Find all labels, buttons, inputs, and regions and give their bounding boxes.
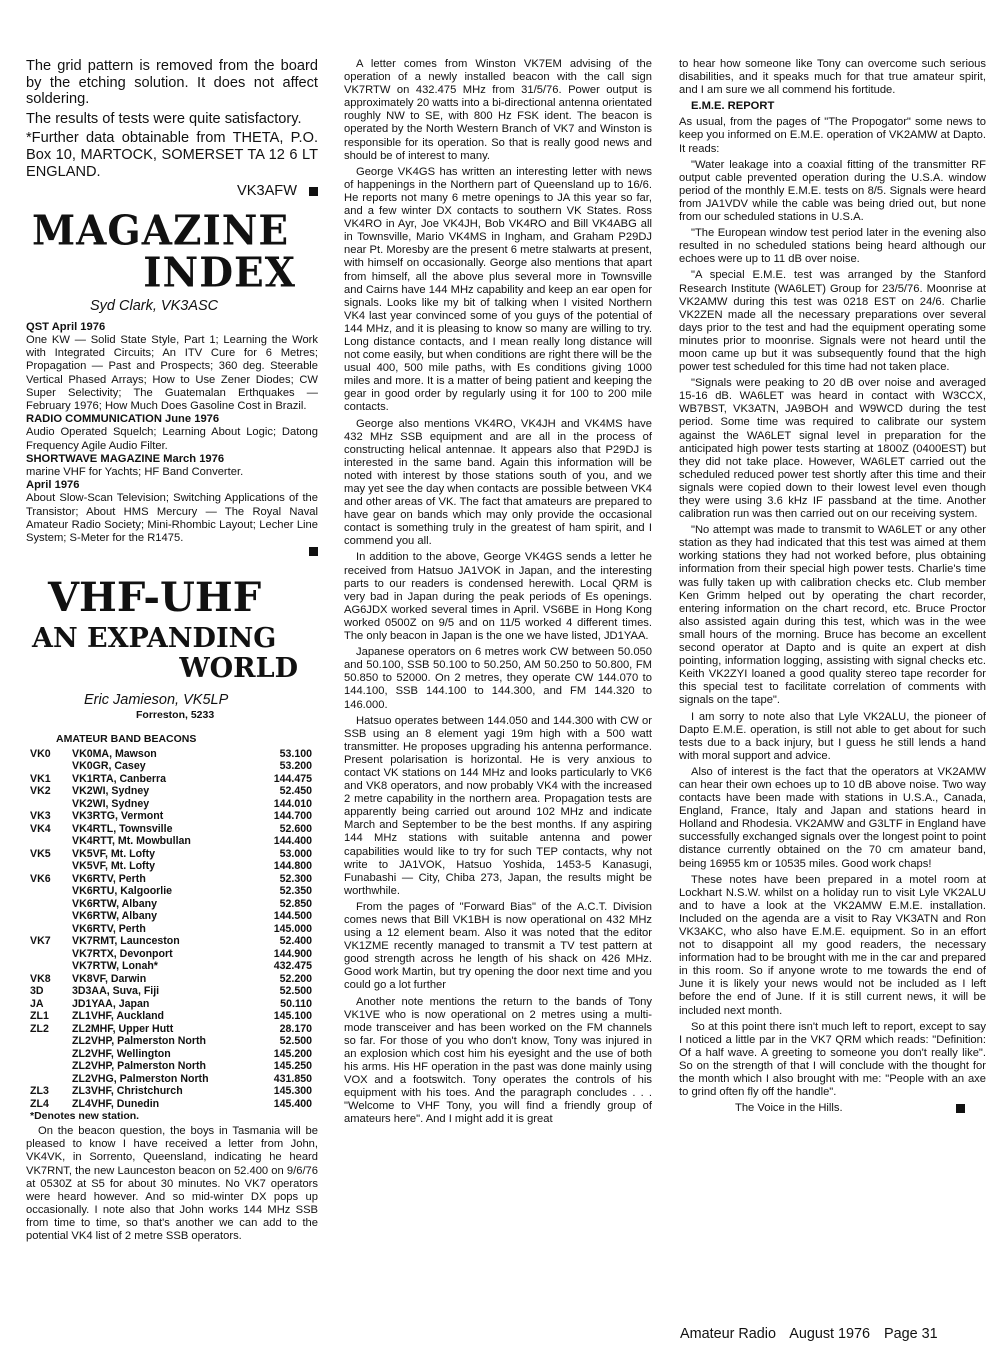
article-paragraph: In addition to the above, George VK4GS sends a letter he received from Hatsuo JA1VOK in Japan, and the interesting parts to our readers is condensed herewith. Local QRM is very bad in Japan during the peak periods of Es openings. AG6JDX worked several times in April. VS6BE in Hong Kong worked 0500Z on 9/5 and on 11/5 worked 4 different times. The only beacon in Japan is the one we have listed, JD1YAA. (344, 551, 652, 643)
article-paragraph: Another note mentions the return to the bands of Tony VK1VE who is now operational on 2 metres using a multi-mode transceiver and has been worked on the FM channels so far. For those of you who don't know, Tony was injured in an explosion which cost him his eyesight and the use of both his arms. His HF operation in the past was done mainly using VOX and a footswitch. Tony operates the controls of his equipment with his toes. And the paragraph concludes . . . "Welcome to VHF Tony, you will find a friendly group of amateurs here". And I might add it is great (344, 995, 652, 1126)
beacon-row (30, 860, 312, 873)
beacon-frequency: 144.500 (273, 910, 312, 923)
beacon-station: VK6RTU, Kalgoorlie (72, 885, 173, 898)
end-mark-icon (309, 187, 318, 196)
beacon-frequency: 52.500 (279, 985, 312, 998)
article-paragraph: George VK4GS has written an interesting letter with news of happenings in the Northern part of Queensland up to 16/6. He reports not many 6 metre openings to JA this year so far, and a few winter DX contacts to southern VK States. Ross VK4RO in Ayr, Joe VK4JH, Bob VK4RO and Bill VK4ABG all in Townsville, Mario VK4MS in Ingham, and Graham P29DJ near Pt. Moresby are the present 6 metre stalwarts at present, with himself on occasionally. George also mentions that apart from himself, all the above plus several more in Townsville and Cairns have 144 MHz capability and keep an ear open for signals. Looks like my bit of talking when I visited Northern VK4 last year convinced some of you guys of the potential of 144 MHz, and it is pleasing to know so many are willing to try. Long distance contacts, and I mean really long distance will not come easily, but when conditions are right there will be the usual 400, 500 mile paths, with Es conditions giving 1000 miles and more. It is a matter of being patient and keeping the gear in good order by regularly using it for 100 to 200 mile contacts. (344, 165, 652, 414)
intro-section (26, 58, 318, 200)
beacon-frequency: 144.010 (273, 797, 312, 810)
article-paragraph: Hatsuo operates between 144.050 and 144.300 with CW or SSB using an 8 element yagi 19m high with a 500 watt transmitter. He proposes upgrading his antenna performance. Present polarisation is horizontal. He is very anxious to contact VK stations on 144 MHz and looks particularly to VK6 and VK8 operators, and now probably VK4 with the increased 2 metre capability in the northern area. Propagation tests are apparently being carried out around 102 MHz and indicate March and September to be the best months. If any aspiring 144 MHz stations with suitable antenna and power capabilities would like to try for such TEP contacts, why not write to JA1VOK, Hatsuo Yoshida, 1453-5 Kanasugi, Funabashi — City, Chiba 273, Japan, the results might be worthwhile. (344, 714, 652, 897)
beacon-station: ZL2VHG, Palmerston North (72, 1072, 209, 1085)
beacon-station: VK6RTW, Albany (72, 910, 157, 923)
beacon-prefix (30, 910, 72, 923)
beacon-frequency: 52.350 (279, 885, 312, 898)
article-paragraph: From the pages of "Forward Bias" of the A.C.T. Division comes news that Bill VK1BH is now operational on 432 MHz using a 12 element beam. Also it was noted that the editor VK1ZME recently managed to transmit a TV test pattern at good strength across he length of his shack on 426 MHz. Good work Martin, but try opening the door next time and you could go a lot further (344, 900, 652, 992)
end-mark-icon (956, 1104, 965, 1113)
vhf-title-line1: VHF-UHF (48, 574, 262, 622)
beacon-row (30, 1010, 312, 1023)
beacon-station: VK4RTL, Townsville (72, 822, 173, 835)
beacon-station: VK4RTT, Mt. Mowbullan (72, 835, 191, 848)
beacon-station: VK8VF, Darwin (72, 972, 147, 985)
beacon-prefix: ZL3 (30, 1085, 49, 1098)
vhf-author: Eric Jamieson, VK5LP (84, 692, 229, 709)
beacon-prefix (30, 1035, 72, 1048)
beacon-prefix (30, 1060, 72, 1073)
index-entry-heading: SHORTWAVE MAGAZINE March 1976 (26, 452, 225, 465)
beacon-station: VK1RTA, Canberra (72, 772, 166, 785)
beacon-prefix: VK1 (30, 772, 51, 785)
beacon-station: JD1YAA, Japan (72, 997, 150, 1010)
beacon-prefix (30, 1073, 72, 1086)
footer-publication: Amateur Radio (680, 1326, 776, 1342)
beacon-prefix: VK4 (30, 822, 51, 835)
beacon-frequency: 145.400 (273, 1097, 312, 1110)
beacon-frequency: 53.100 (279, 747, 312, 760)
index-entry-text: About Slow-Scan Television; Switching Applications of the Transistor; About HMS Mercury — The Royal Naval Amateur Radio Society; Mini-Rhombic Layout; Lecher Line System; S-Meter for the R1475. (26, 492, 318, 545)
article-paragraph: George also mentions VK4RO, VK4JH and VK4MS have 432 MHz SSB equipment and are all in the process of constructing helical antennae. It appears also that P29DJ is interested in the same band. Again this information will be noted with interest by those stations south of you, and we may yet see the day when contacts are possible between VK4 and other areas of VK. The fact that amateurs are prepared to have gear on bands which may only provide the occasional contact is something truly in the greatest of ham spirit, and I commend you all. (344, 417, 652, 548)
beacon-station: VK6RTW, Albany (72, 897, 157, 910)
index-entry-text: One KW — Solid State Style, Part 1; Learning the Work with Integrated Circuits; An ITV Cure for 6 Metres; Propagation — Past and Prospects; 360 deg. Steerable Vertical Phased Arrays; How to Use Zener Diodes; CW Super Selectivity; The Guatemalan Erthquakes — February 1976; How Much Does Gasoline Cost in Brazil. (26, 334, 318, 413)
beacon-row (30, 1048, 312, 1061)
beacon-frequency: 144.475 (273, 772, 312, 785)
magazine-index-author: Syd Clark, VK3ASC (90, 297, 219, 314)
beacon-frequency: 431.850 (273, 1072, 312, 1085)
beacons-table (30, 748, 312, 1111)
magazine-index-title-line1: MAGAZINE (32, 206, 290, 255)
beacon-frequency: 52.300 (279, 872, 312, 885)
beacon-prefix: VK5 (30, 847, 51, 860)
beacon-prefix (30, 1048, 72, 1061)
vhf-location: Forreston, 5233 (136, 709, 215, 722)
beacon-prefix: ZL4 (30, 1097, 49, 1110)
index-entry-heading: QST April 1976 (26, 320, 106, 333)
beacon-station: VK7RTW, Lonah* (72, 960, 158, 973)
beacon-prefix (30, 898, 72, 911)
beacon-station: VK5VF, Mt. Lofty (72, 847, 155, 860)
beacon-frequency: 52.600 (279, 822, 312, 835)
vhf-title-line3: WORLD (179, 653, 298, 685)
beacon-frequency: 52.850 (279, 897, 312, 910)
beacon-station: VK7RMT, Launceston (72, 935, 180, 948)
beacon-row (30, 785, 312, 798)
beacon-prefix (30, 960, 72, 973)
beacon-row (30, 1073, 312, 1086)
beacon-station: VK2WI, Sydney (72, 785, 150, 798)
beacon-prefix: VK6 (30, 872, 51, 885)
beacon-row (30, 923, 312, 936)
beacon-frequency: 145.000 (273, 922, 312, 935)
beacon-row (30, 948, 312, 961)
column-middle (344, 58, 652, 1318)
article-paragraph: "A special E.M.E. test was arranged by the Stanford Research Institute (WA6LET) Group for 23/5/76. Moonrise at VK2AMW during this test was 0218 EST on 24/6. Charlie VK2ZEN made all the necessary preparations over several days prior to the test and had the equipment operating some minutes prior to moonrise. Signals were not heard until the moon came up but it was subsequently found that the high power test scheduled for this time had not taken place. (679, 269, 986, 374)
beacon-frequency: 145.300 (273, 1085, 312, 1098)
beacon-station: ZL2MHF, Upper Hutt (72, 1022, 174, 1035)
intro-paragraph: The grid pattern is removed from the board by the etching solution. It does not affect soldering. (26, 58, 318, 108)
beacon-prefix: ZL2 (30, 1022, 49, 1035)
beacon-station: ZL3VHF, Christchurch (72, 1085, 183, 1098)
intro-paragraph: The results of tests were quite satisfactory. (26, 110, 302, 127)
beacon-frequency: 145.100 (273, 1010, 312, 1023)
magazine-index-title-line2: INDEX (143, 248, 296, 297)
beacon-row (30, 773, 312, 786)
beacon-prefix (30, 835, 72, 848)
closing-signature: The Voice in the Hills. (735, 1102, 843, 1115)
beacon-prefix: VK8 (30, 972, 51, 985)
intro-paragraph: *Further data obtainable from THETA, P.O. Box 10, MARTOCK, SOMERSET TA 12 6 LT ENGLAND. (26, 130, 318, 180)
beacon-station: VK6RTV, Perth (72, 872, 146, 885)
beacon-row (30, 1023, 312, 1036)
beacon-row (30, 1085, 312, 1098)
article-paragraph: So at this point there isn't much left to report, except to say I noticed a little par in the VK7 QRM which reads: "Definition: Of a half wave. A greeting to someone you don't really like". So on the strength of that I will conclude with the thought for the month which I also brought with me: "People with an axe to grind often fly off the handle". (679, 1020, 986, 1099)
beacon-prefix (30, 798, 72, 811)
beacon-frequency: 144.700 (273, 810, 312, 823)
beacon-frequency: 52.500 (279, 1035, 312, 1048)
beacon-prefix: 3D (30, 985, 44, 998)
closing-row (735, 1102, 986, 1115)
vhf-uhf-heading (26, 574, 318, 685)
beacon-prefix: VK3 (30, 810, 51, 823)
article-paragraph: A letter comes from Winston VK7EM advising of the operation of a newly installed beacon with the call sign VK7RTW on 432.475 MHz from 31/5/76. Power output is approximately 20 watts into a bi-directional antenna orientated roughly NW to SE, with 800 Hz FSK ident. The beacon is operated by the North Western Branch of VK7 and Winston is responsible for its operation. So that is really good news and should be of interest to many. (344, 58, 652, 162)
article-paragraph: These notes have been prepared in a motel room at Lockhart N.S.W. whilst on a holiday run to visit Lyle VK2ALU and to have a look at the VK2AMW E.M.E. installation. Included on the agenda are a visit to Ray VK3ATN and Ron VK3AKC, who also have E.M.E. equipment. So in an effort not to disappoint all my good readers, the necessary information had to be brought with me in the car and prepared in this room. So if anyone wrote to me towards the end of June it is likely your news would not be included as I left before the end of June. If it is still current news, it will be included next month. (679, 873, 986, 1017)
index-entry-heading: RADIO COMMUNICATION June 1976 (26, 413, 220, 426)
beacon-station: VK2WI, Sydney (72, 797, 150, 810)
intro-signature-row (26, 183, 318, 200)
beacon-prefix: ZL1 (30, 1010, 49, 1023)
article-paragraph: As usual, from the pages of "The Propogator" some news to keep you informed on E.M.E. operation of VK2AMW at Dapto. It reads: (679, 116, 986, 155)
beacon-frequency: 53.200 (279, 760, 312, 773)
beacon-station: ZL2VHP, Palmerston North (72, 1060, 207, 1073)
column-right (679, 58, 986, 1318)
beacon-row (30, 760, 312, 773)
beacon-row (30, 810, 312, 823)
beacon-station: ZL1VHF, Auckland (72, 1010, 165, 1023)
eme-report-heading: E.M.E. REPORT (691, 100, 775, 113)
beacon-frequency: 145.250 (273, 1060, 312, 1073)
index-end-row (26, 545, 318, 558)
article-paragraph: I am sorry to note also that Lyle VK2ALU, the pioneer of Dapto E.M.E. operation, is still not able to get about for such tests due to a back injury, but I guess he still lends a hand with moral support and advice. (679, 710, 986, 762)
beacon-row (30, 960, 312, 973)
beacons-note: *Denotes new station. (30, 1110, 140, 1123)
beacon-row (30, 985, 312, 998)
page-footer (680, 1326, 986, 1342)
beacon-row (30, 848, 312, 861)
beacon-frequency: 50.110 (280, 997, 312, 1010)
beacon-frequency: 144.800 (273, 860, 312, 873)
beacon-prefix (30, 885, 72, 898)
index-entry-heading: April 1976 (26, 479, 80, 492)
beacon-station: 3D3AA, Suva, Fiji (72, 985, 160, 998)
beacon-prefix (30, 760, 72, 773)
beacon-prefix (30, 948, 72, 961)
beacon-row (30, 998, 312, 1011)
intro-signature: VK3AFW (236, 183, 297, 200)
beacon-prefix: JA (30, 997, 44, 1010)
beacon-row (30, 935, 312, 948)
beacon-row (30, 1060, 312, 1073)
magazine-index-list (26, 321, 318, 559)
article-paragraph: "The European window test period later in the evening also resulted in no scheduled stations being heard although our echoes were up to 11 dB over noise. (679, 227, 986, 266)
column-left (26, 58, 318, 1308)
beacon-prefix: VK0 (30, 747, 51, 760)
beacon-station: VK7RTX, Devonport (72, 947, 173, 960)
beacon-row (30, 898, 312, 911)
footer-issue: August 1976 (789, 1326, 871, 1342)
article-paragraph: "No attempt was made to transmit to WA6LET or any other station as they had indicated that this test was aimed at them working stations they had not worked before, plus obtaining information from their special high power tests. Charlie's time was fully taken up with calibration checks etc. Club member Ken Grimm helped out by operating the chart recorder, entering information on the chart record, etc. Bruce Proctor also assisted again during this test, which was in the wee small hours of the morning. Bruce has become an excellent second operator at Dapto and is quite an expert at dish pointing, information logging, assisting with signal checks etc. Keith VK2ZYI loaned a good quality stereo tape recorder for this special test to facilitate correlation of comments with signals on the tape". (679, 524, 986, 707)
beacon-frequency: 52.450 (279, 785, 312, 798)
beacon-prefix: VK7 (30, 935, 51, 948)
article-paragraph: Japanese operators on 6 metres work CW between 50.050 and 50.100, SSB 50.100 to 50.250, AM 50.250 to 50.800, FM 50.850 to 52000. On 2 metres, they operate CW 144.070 to 144.100, SSB 144.100 to 144.300, and FM 144.320 to 146.000. (344, 646, 652, 711)
beacon-row (30, 873, 312, 886)
article-paragraph: to hear how someone like Tony can overcome such serious disabilities, and it speaks much for that true amateur spirit, and I am sure we all commend his fortitude. (679, 58, 986, 97)
beacon-prefix (30, 923, 72, 936)
beacon-frequency: 144.400 (273, 835, 312, 848)
beacon-row (30, 973, 312, 986)
article-paragraph: Also of interest is the fact that the operators at VK2AMW can hear their own echoes up to 10 dB above noise. Two way contacts have been made with stations in U.S.A., Canada, England, France, Italy and Japan and stations heard in Holland and Rhodesia. VK2AMW and G3LTF in England have successfully exchanged signals over the longest point to point distance currently obtained on the 70 cm amateur band, being 16955 km or 10535 miles. Good work chaps! (679, 765, 986, 870)
beacon-row (30, 798, 312, 811)
beacon-station: ZL2VHP, Palmerston North (72, 1035, 207, 1048)
beacon-row (30, 835, 312, 848)
article-paragraph: "Water leakage into a coaxial fitting of the transmitter RF output cable prevented operation during the U.S.A. window period of the monthly E.M.E. tests on 8/5. Signals were heard from JA1VDV while the cable was being dried out, but none from our scheduled stations in U.S.A. (679, 158, 986, 224)
index-entry-text: marine VHF for Yachts; HF Band Converter. (26, 466, 244, 479)
index-entry-text: Audio Operated Squelch; Learning About Logic; Datong Frequency Agile Audio Filter. (26, 426, 318, 452)
vhf-title-line2: AN EXPANDING (32, 623, 277, 655)
beacon-prefix: VK2 (30, 785, 51, 798)
beacon-station: VK5VF, Mt. Lofty (72, 860, 155, 873)
beacon-frequency: 52.200 (279, 972, 312, 985)
beacon-frequency: 52.400 (279, 935, 312, 948)
beacon-station: VK3RTG, Vermont (72, 810, 164, 823)
footer-page-number: Page 31 (884, 1326, 938, 1342)
article-paragraph: "Signals were peaking to 20 dB over noise and averaged 15-16 dB. WA6LET was heard in contact with W3CCX, WB7BST, VK3ATN, JA9BOH and W9WCD during the test period. Some time was required to calibrate our system against the WA6LET signal level in preparation for the anticipated high power tests starting at 1800Z (0400EST) but they did not take place. However, WA6LET carried out the scheduled reduced power test shortly after this time and their signals were copied down to their lowest level even though they were using 3.6 kHz IF passband at the time. Another calibration run was then carried out on our receiving system. (679, 377, 986, 521)
beacon-row (30, 748, 312, 761)
beacon-prefix (30, 860, 72, 873)
beacon-frequency: 28.170 (279, 1022, 312, 1035)
beacon-row (30, 1035, 312, 1048)
beacon-station: VK6RTV, Perth (72, 922, 146, 935)
beacon-station: VK0MA, Mawson (72, 747, 157, 760)
beacon-question-paragraph: On the beacon question, the boys in Tasmania will be pleased to know I have received a letter from John, VK4VK, in Sorrento, Queensland, indicating he heard VK7RNT, the new Launceston beacon on 52.400 on 9/6/76 at 0530Z at S5 for about 30 minutes. No VK7 operators were heard however. And so mid-winter DX pops up occasionally. I note also that John works 144 MHz SSB from time to time, so that's another we can add to the potential VK4 list of 2 metre SSB operators. (26, 1125, 318, 1243)
beacon-frequency: 144.900 (273, 947, 312, 960)
beacons-heading: AMATEUR BAND BEACONS (56, 732, 197, 745)
beacon-row (30, 1098, 312, 1111)
beacon-frequency: 432.475 (273, 960, 312, 973)
end-mark-icon (309, 547, 318, 556)
beacon-row (30, 885, 312, 898)
beacon-frequency: 145.200 (273, 1047, 312, 1060)
beacon-station: VK0GR, Casey (72, 760, 146, 773)
beacon-row (30, 823, 312, 836)
beacon-frequency: 53.000 (279, 847, 312, 860)
magazine-index-heading (26, 206, 318, 297)
beacon-row (30, 910, 312, 923)
beacon-station: ZL4VHF, Dunedin (72, 1097, 160, 1110)
beacon-station: ZL2VHF, Wellington (72, 1047, 171, 1060)
